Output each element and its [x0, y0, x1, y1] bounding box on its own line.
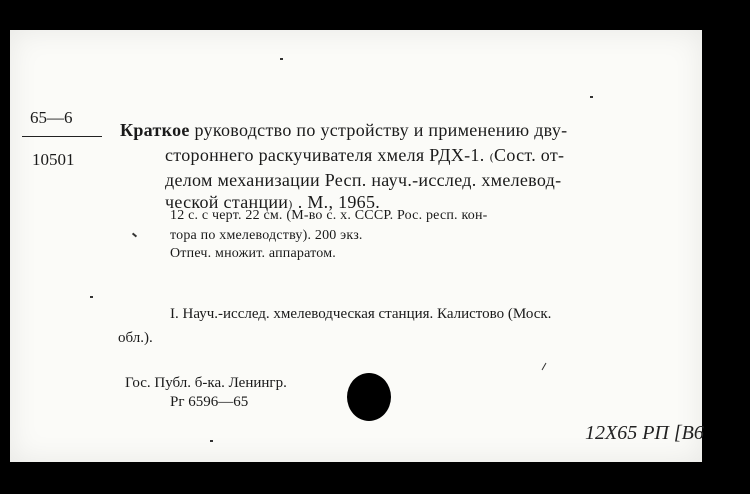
title-line-4: ческой станции₎ . М., 1965. [165, 192, 381, 212]
title-line-1 [120, 120, 567, 141]
library-name: Гос. Публ. б-ка. Ленингр. [125, 375, 287, 391]
title-heading-word: Краткое [120, 120, 190, 140]
speck [90, 296, 93, 298]
speck [590, 96, 593, 98]
speck [132, 233, 137, 238]
library-code: Рг 6596—65 [170, 394, 249, 410]
collation-line-1: 12 с. с черт. 22 см. (М-во с. х. СССР. Рос. респ. кон- [170, 208, 488, 223]
handwritten-note: 12X65 PП [B6 [585, 422, 704, 444]
subject-entry-line-1: I. Науч.-исслед. хмелеводческая станция. Калистово (Моск. [170, 306, 552, 322]
divider-line [22, 136, 102, 137]
accession-number: 10501 [32, 150, 75, 169]
speck [542, 363, 547, 370]
speck [210, 440, 213, 442]
collation-line-3: Отпеч. множит. аппаратом. [170, 246, 336, 261]
speck [280, 58, 283, 60]
catalog-card [10, 30, 702, 462]
subject-entry-line-2: обл.). [118, 330, 153, 346]
classification-number: 65—6 [30, 108, 73, 127]
collation-line-2: тора по хмелеводству). 200 экз. [170, 228, 363, 243]
title-line-1-rest: руководство по устройству и применению дву- [189, 120, 568, 140]
ink-blot [347, 373, 391, 421]
title-line-3: делом механизации Респ. науч.-исслед. хмелевод- [165, 170, 562, 190]
title-line-2: стороннего раскучивателя хмеля РДХ-1. ₍Сост. от- [165, 145, 565, 165]
